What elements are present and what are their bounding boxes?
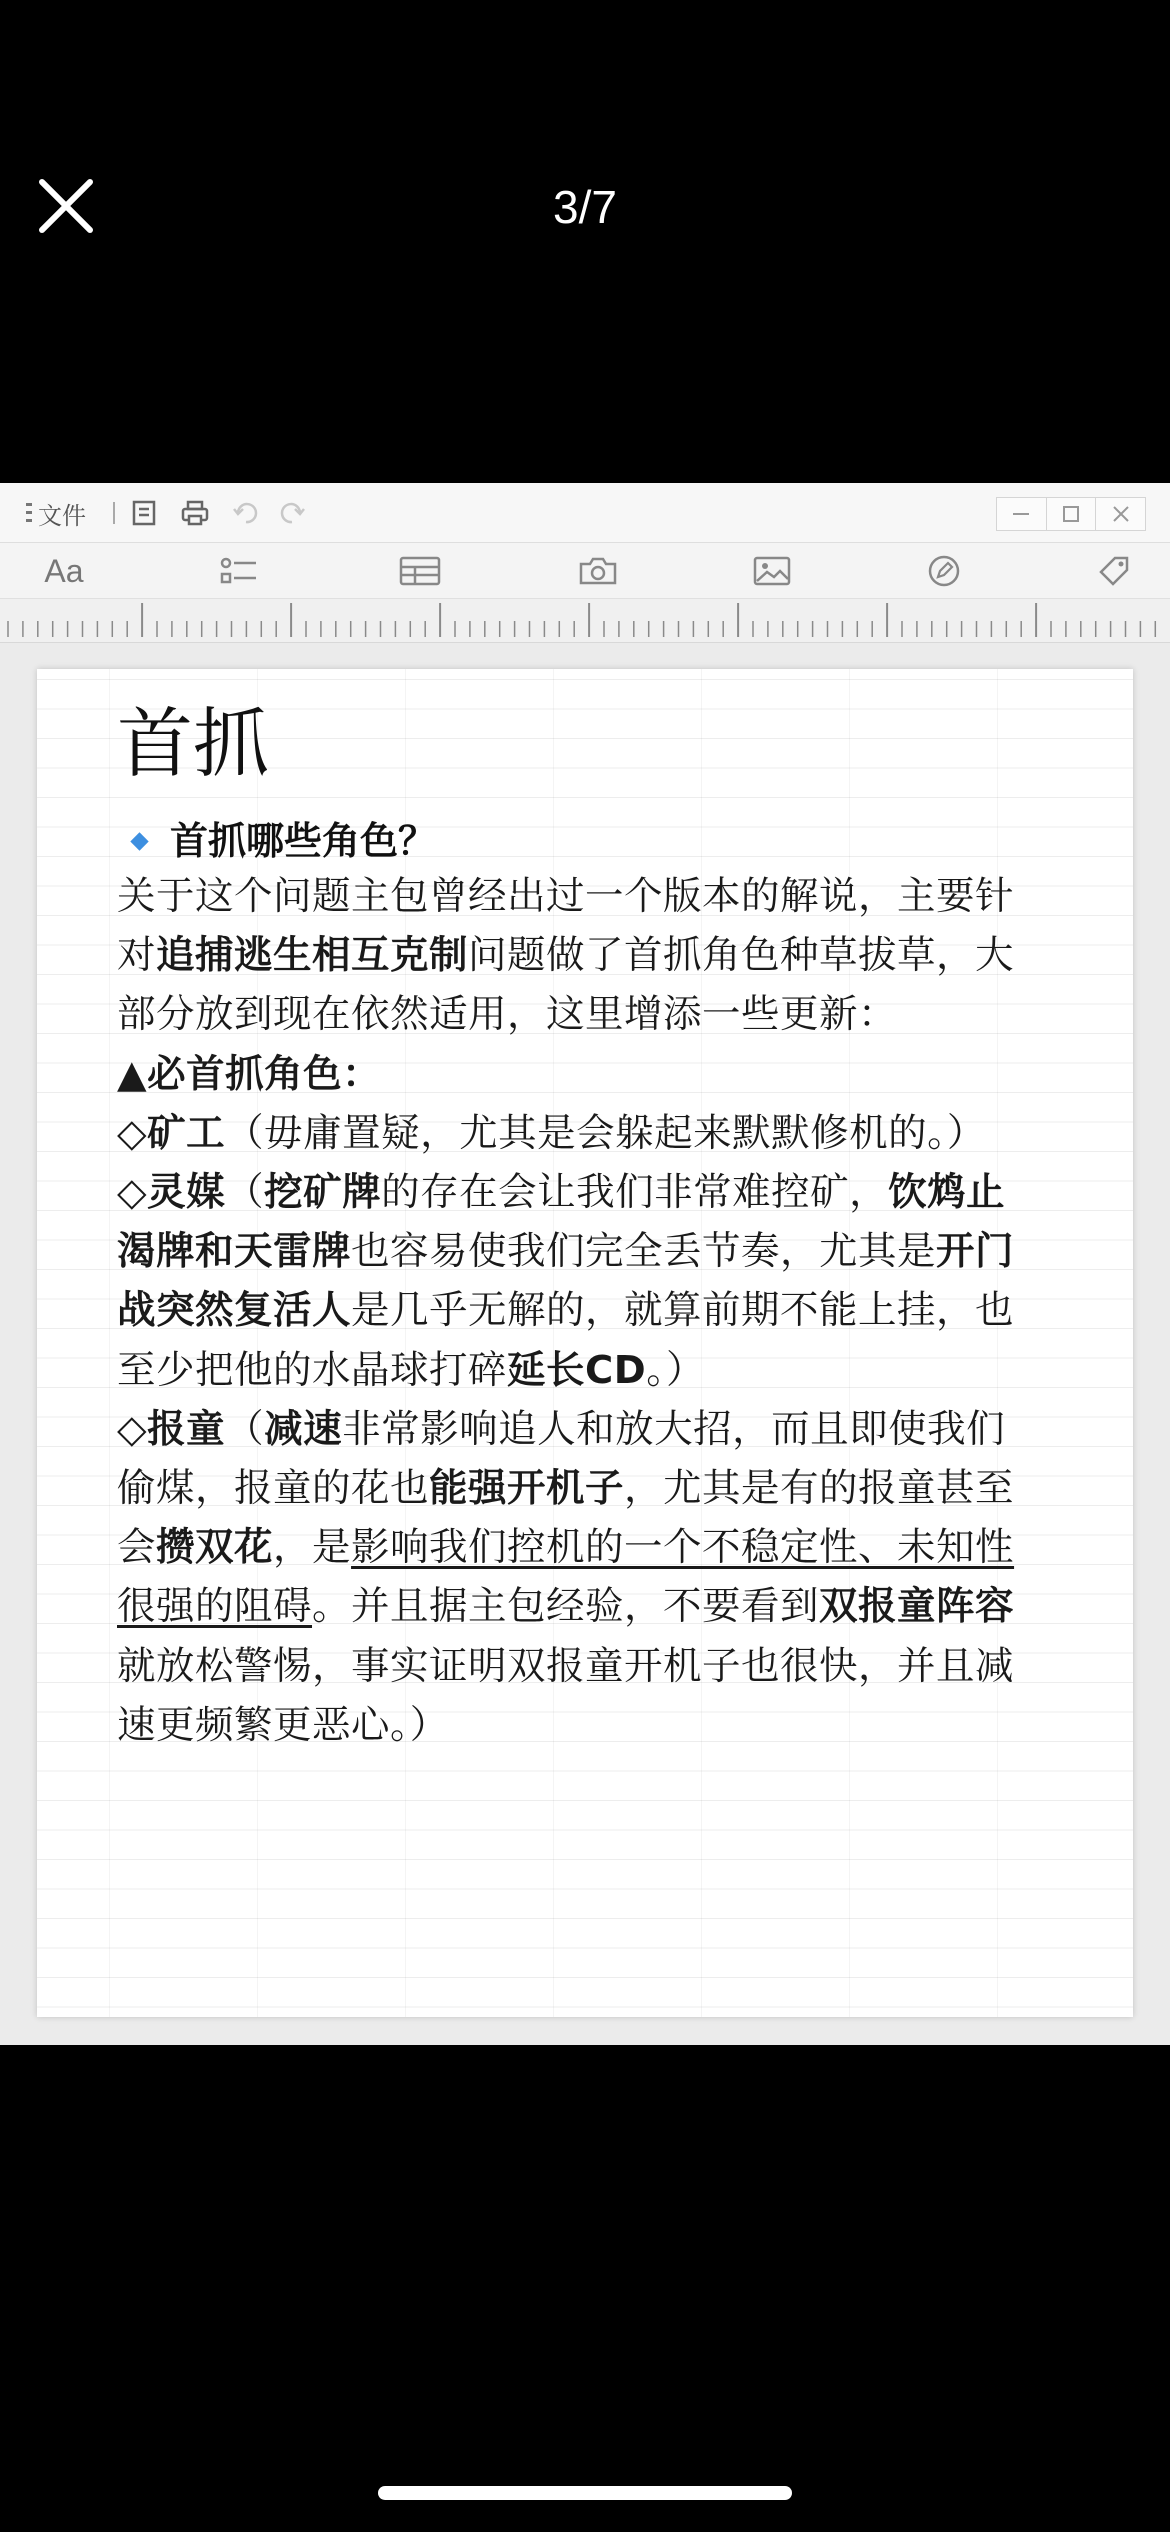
save-button[interactable] [130,483,158,543]
document-paragraph [117,1163,1037,1400]
close-button[interactable] [30,170,102,242]
tag-icon [1097,554,1131,588]
camera-icon [578,555,618,587]
table-icon [399,555,441,587]
maximize-icon [1060,503,1082,525]
photo-content[interactable] [0,483,1170,2045]
text-run: ◇ [117,1110,148,1156]
menu-dots-icon [24,500,34,526]
document-page[interactable] [37,669,1133,2017]
app-menubar [0,483,1170,543]
text-run: 。） [646,1347,705,1393]
document-subtitle-text: 首抓哪些角色？ [170,819,437,863]
document-paragraph [117,867,1037,1045]
list-icon [220,555,260,587]
close-window-icon [1110,503,1132,525]
pen-button[interactable] [920,551,968,591]
close-window-button[interactable] [1096,498,1145,530]
ruler [0,599,1170,643]
minimize-icon [1010,503,1032,525]
text-run: （ [225,1170,265,1216]
bold-text: 灵媒 [147,1170,226,1216]
camera-button[interactable] [574,551,622,591]
text-run: ◇ [117,1406,148,1452]
close-x-icon [30,170,102,242]
font-button[interactable]: Aa [44,552,84,589]
bold-text: 挖矿牌 [264,1170,382,1216]
bold-text: 攒双花 [156,1525,274,1571]
tag-button[interactable] [1090,551,1138,591]
bold-text: 开门战突然复活人 [117,1229,1015,1334]
bold-text: 矿工 [147,1110,226,1156]
text-run: 非常影响追人和放大招，而且即使我们偷煤，报童的花也 [117,1406,1006,1512]
print-button[interactable] [180,483,210,543]
text-run: ，是 [273,1525,352,1571]
bold-text: ▲必首抓角色： [117,1051,382,1097]
text-run: （毋庸置疑，尤其是会躲起来默默修机的。） [225,1110,986,1156]
text-run: 问题做了首抓角色种草拔草，大部分放到现在依然适用，这里增添一些更新： [117,933,1015,1038]
document-body [117,867,1037,1755]
home-indicator[interactable] [378,2486,792,2500]
diamond-bullet-icon [130,832,148,850]
print-icon [180,499,210,527]
text-run: 就放松警惕，事实证明双报童开机子也很快，并且减速更频繁更恶心。） [117,1643,1015,1748]
document-title: 首抓 [117,699,269,788]
document-paragraph [117,1045,1037,1104]
bold-text: 饮鸩止渴牌和天雷牌 [117,1170,1006,1275]
maximize-button[interactable] [1047,498,1097,530]
file-menu[interactable] [24,483,86,543]
list-button[interactable] [216,551,264,591]
file-menu-label: 文件 [38,501,86,530]
text-run: 的存在会让我们非常难控矿， [381,1170,889,1216]
redo-button[interactable] [278,483,306,543]
image-button[interactable] [748,551,796,591]
save-icon [130,499,158,527]
formatting-toolbar [0,543,1170,599]
underlined-text: 影响我们控机的一个不稳定性、未知性很强的阻碍 [117,1525,1015,1630]
pen-icon [927,554,961,588]
bold-text: 报童 [147,1406,226,1452]
text-run: 。并且据主包经验，不要看到 [312,1584,820,1630]
menu-separator [112,483,116,543]
bold-text: 能强开机子 [429,1466,625,1512]
page-counter: 3/7 [553,181,617,233]
document-subtitle [125,817,436,865]
text-run: 是几乎无解的，就算前期不能上挂，也至少把他的水晶球打碎 [117,1288,1015,1393]
image-icon [752,555,792,587]
bold-text: 追捕逃生相互克制 [156,933,469,979]
redo-icon [278,499,306,527]
table-button[interactable] [396,551,444,591]
undo-icon [232,499,260,527]
document-paragraph [117,1400,1037,1755]
text-run: 关于这个问题主包曾经出过一个版本的解说，主要针对 [117,874,1015,979]
text-run: 也容易使我们完全丢节奏，尤其是 [351,1229,937,1275]
minimize-button[interactable] [997,498,1047,530]
window-controls [996,497,1146,531]
undo-button[interactable] [232,483,260,543]
bold-text: 双报童阵容 [819,1584,1015,1630]
document-paragraph [117,1104,1037,1163]
bold-text: 延长CD [507,1347,647,1393]
text-run: ◇ [117,1170,148,1216]
text-run: （ [225,1406,265,1452]
text-run: ，尤其是有的报童甚至会 [117,1466,1015,1571]
bold-text: 减速 [264,1406,343,1452]
